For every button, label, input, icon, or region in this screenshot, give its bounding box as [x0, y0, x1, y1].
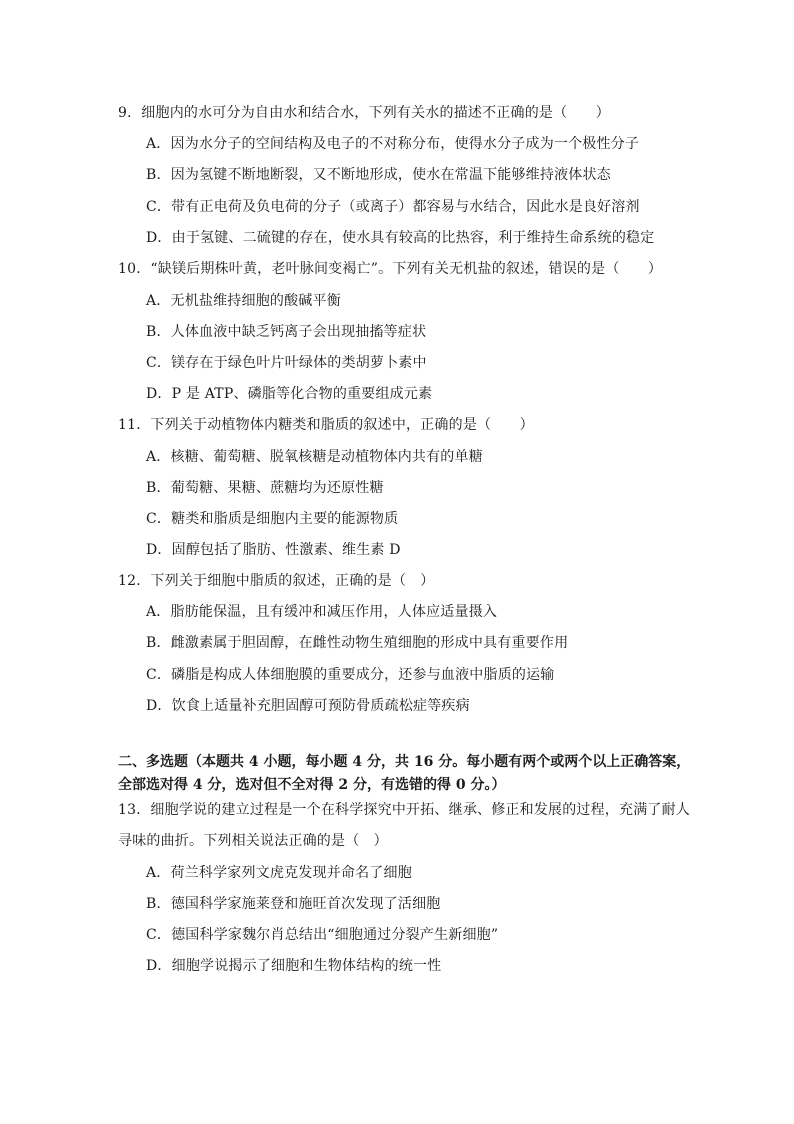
question-10-option-c: C．镁存在于绿色叶片叶绿体的类胡萝卜素中: [146, 355, 427, 371]
question-10-option-b: B．人体血液中缺乏钙离子会出现抽搐等症状: [146, 324, 427, 340]
question-9-option-c: C．带有正电荷及负电荷的分子（或离子）都容易与水结合，因此水是良好溶剂: [146, 199, 640, 215]
question-11-stem: 11．下列关于动植物体内糖类和脂质的叙述中，正确的是（ ）: [118, 417, 534, 433]
question-12-option-a: A．脂肪能保温，且有缓冲和减压作用，人体应适量摄入: [146, 604, 498, 620]
question-13-stem-line-1: 13．细胞学说的建立过程是一个在科学探究中开拓、继承、修正和发展的过程，充满了耐人: [118, 802, 691, 818]
question-10-option-a: A．无机盐维持细胞的酸碱平衡: [146, 293, 341, 309]
question-9-option-a: A．因为水分子的空间结构及电子的不对称分布，使得水分子成为一个极性分子: [146, 136, 640, 152]
section-2-heading-line-1: 二、多选题（本题共 4 小题，每小题 4 分，共 16 分。每小题有两个或两个以上正确答案，: [118, 754, 691, 770]
question-13-option-b: B．德国科学家施莱登和施旺首次发现了活细胞: [146, 896, 441, 912]
question-10-option-d: D．P 是 ATP、磷脂等化合物的重要组成元素: [146, 386, 433, 402]
question-9-option-d: D．由于氢键、二硫键的存在，使水具有较高的比热容，利于维持生命系统的稳定: [146, 230, 655, 246]
question-13-stem-line-2: 寻味的曲折。下列相关说法正确的是（ ）: [118, 833, 388, 849]
question-11-option-d: D．固醇包括了脂肪、性激素、维生素 D: [146, 542, 401, 558]
question-12-option-c: C．磷脂是构成人体细胞膜的重要成分，还参与血液中脂质的运输: [146, 667, 555, 683]
section-2-heading-line-2: 全部选对得 4 分，选对但不全对得 2 分，有选错的得 0 分。）: [118, 777, 506, 793]
question-12-option-b: B．雌激素属于胆固醇，在雌性动物生殖细胞的形成中具有重要作用: [146, 635, 569, 651]
question-12-option-d: D．饮食上适量补充胆固醇可预防骨质疏松症等疾病: [146, 698, 470, 714]
question-11-option-c: C．糖类和脂质是细胞内主要的能源物质: [146, 511, 399, 527]
question-9-option-b: B．因为氢键不断地断裂，又不断地形成，使水在常温下能够维持液体状态: [146, 167, 611, 183]
question-9-stem: 9．细胞内的水可分为自由水和结合水，下列有关水的描述不正确的是（ ）: [118, 105, 610, 121]
question-13-option-d: D．细胞学说揭示了细胞和生物体结构的统一性: [146, 958, 442, 974]
question-10-stem: 10．“缺镁后期株叶黄，老叶脉间变褐亡”。下列有关无机盐的叙述，错误的是（ ）: [118, 261, 663, 277]
question-13-option-c: C．德国科学家魏尔肖总结出“细胞通过分裂产生新细胞”: [146, 927, 499, 943]
question-11-option-a: A．核糖、葡萄糖、脱氧核糖是动植物体内共有的单糖: [146, 449, 483, 465]
question-12-stem: 12．下列关于细胞中脂质的叙述，正确的是（ ）: [118, 573, 435, 589]
question-13-option-a: A．荷兰科学家列文虎克发现并命名了细胞: [146, 865, 412, 881]
question-11-option-b: B．葡萄糖、果糖、蔗糖均为还原性糖: [146, 480, 384, 496]
